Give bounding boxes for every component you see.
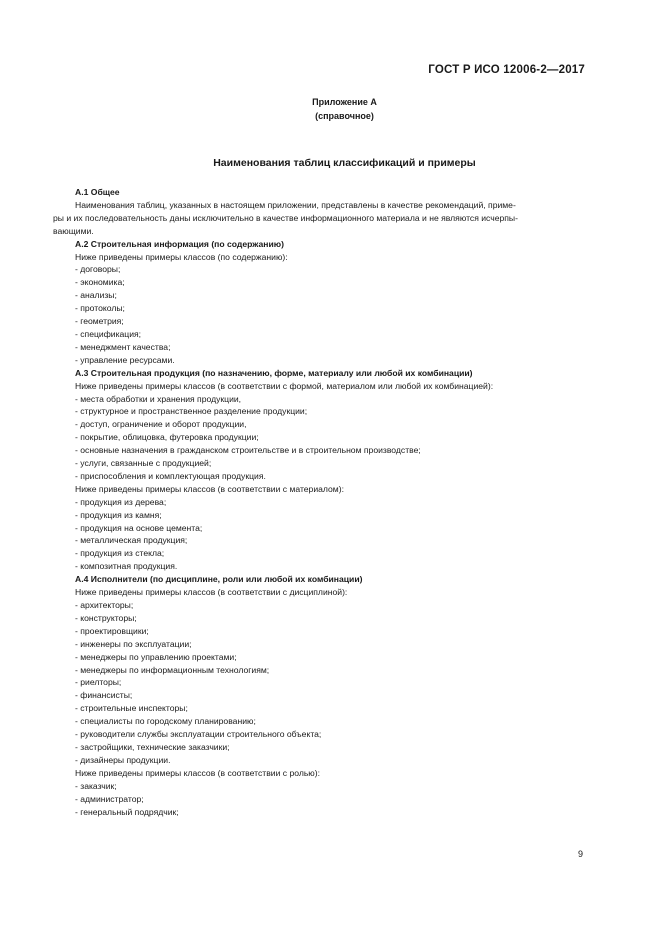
list-item: - экономика;: [75, 277, 125, 288]
section-a4-heading: А.4 Исполнители (по дисциплине, роли или любой их комбинации): [75, 574, 363, 585]
annex-subtitle: (справочное): [315, 111, 374, 121]
section-a2-heading: А.2 Строительная информация (по содержанию): [75, 238, 284, 249]
section-a3-intro1: Ниже приведены примеры классов (в соответствии с формой, материалом или любой их комбинацией):: [75, 380, 494, 391]
annex-heading: [0, 95, 661, 123]
section-a1-para-line1: Наименования таблиц, указанных в настоящем приложении, представлены в качестве рекомендаций, приме-: [75, 199, 516, 210]
section-a4-intro1: Ниже приведены примеры классов (в соответствии с дисциплиной):: [75, 587, 348, 598]
list-item: - протоколы;: [75, 303, 125, 314]
list-item: - продукция на основе цемента;: [75, 522, 203, 533]
list-item: - металлическая продукция;: [75, 535, 188, 546]
list-item: - покрытие, облицовка, футеровка продукции;: [75, 432, 259, 443]
list-item: - продукция из камня;: [75, 509, 162, 520]
list-item: - места обработки и хранения продукции,: [75, 393, 242, 404]
list-item: - заказчик;: [75, 780, 117, 791]
list-item: - продукция из стекла;: [75, 548, 165, 559]
annex-title: Приложение А: [312, 97, 377, 107]
section-a4-intro2: Ниже приведены примеры классов (в соответствии с ролью):: [75, 767, 321, 778]
section-a3-list2: [75, 496, 585, 573]
list-item: - основные назначения в гражданском строительстве и в строительном производстве;: [75, 445, 421, 456]
list-item: - архитекторы;: [75, 600, 134, 610]
document-body: [53, 186, 585, 818]
section-a3-heading: А.3 Строительная продукция (по назначению, форме, материалу или любой их комбинации): [75, 367, 473, 378]
list-item: - структурное и пространственное разделение продукции;: [75, 406, 308, 417]
list-item: - услуги, связанные с продукцией;: [75, 458, 212, 469]
list-item: - анализы;: [75, 290, 117, 301]
list-item: - строительные инспекторы;: [75, 703, 188, 714]
list-item: - менеджмент качества;: [75, 341, 171, 352]
section-a3-intro2: Ниже приведены примеры классов (в соответствии с материалом):: [75, 483, 344, 494]
list-item: - геометрия;: [75, 316, 124, 327]
list-item: - инженеры по эксплуатации;: [75, 638, 192, 649]
section-a1-heading: А.1 Общее: [75, 187, 120, 197]
list-item: - застройщики, технические заказчики;: [75, 741, 230, 752]
list-item: - финансисты;: [75, 690, 133, 701]
list-item: - дизайнеры продукции.: [75, 754, 171, 765]
list-item: - менеджеры по управлению проектами;: [75, 651, 237, 662]
document-title: Наименования таблиц классификаций и примеры: [213, 157, 476, 169]
list-item: - спецификация;: [75, 328, 142, 339]
section-a1-para-line3: вающими.: [53, 225, 94, 236]
list-item: - риелторы;: [75, 677, 122, 688]
list-item: - приспособления и комплектующая продукция.: [75, 470, 266, 481]
page-number: 9: [578, 849, 584, 859]
list-item: - композитная продукция.: [75, 561, 178, 572]
list-item: - доступ, ограничение и оборот продукции,: [75, 419, 247, 430]
list-item: - проектировщики;: [75, 625, 149, 636]
section-a4-list1: [75, 599, 585, 767]
section-a2-list: [75, 263, 585, 366]
list-item: - генеральный подрядчик;: [75, 806, 179, 817]
list-item: - продукция из дерева;: [75, 496, 167, 507]
section-a2-intro: Ниже приведены примеры классов (по содержанию):: [75, 251, 288, 262]
list-item: - договоры;: [75, 264, 121, 275]
section-a4-list2: [75, 780, 585, 819]
list-item: - специалисты по городскому планированию;: [75, 716, 256, 727]
section-a3-list1: [75, 393, 585, 483]
list-item: - администратор;: [75, 793, 144, 804]
list-item: - руководители службы эксплуатации строительного объекта;: [75, 729, 322, 740]
section-a1-para-line2: ры и их последовательность даны исключительно в качестве информационного материала и не являются исчерпы-: [53, 212, 518, 223]
standard-header: ГОСТ Р ИСО 12006-2—2017: [428, 64, 585, 76]
list-item: - конструкторы;: [75, 612, 137, 623]
list-item: - управление ресурсами.: [75, 354, 175, 365]
list-item: - менеджеры по информационным технологиям;: [75, 664, 270, 675]
